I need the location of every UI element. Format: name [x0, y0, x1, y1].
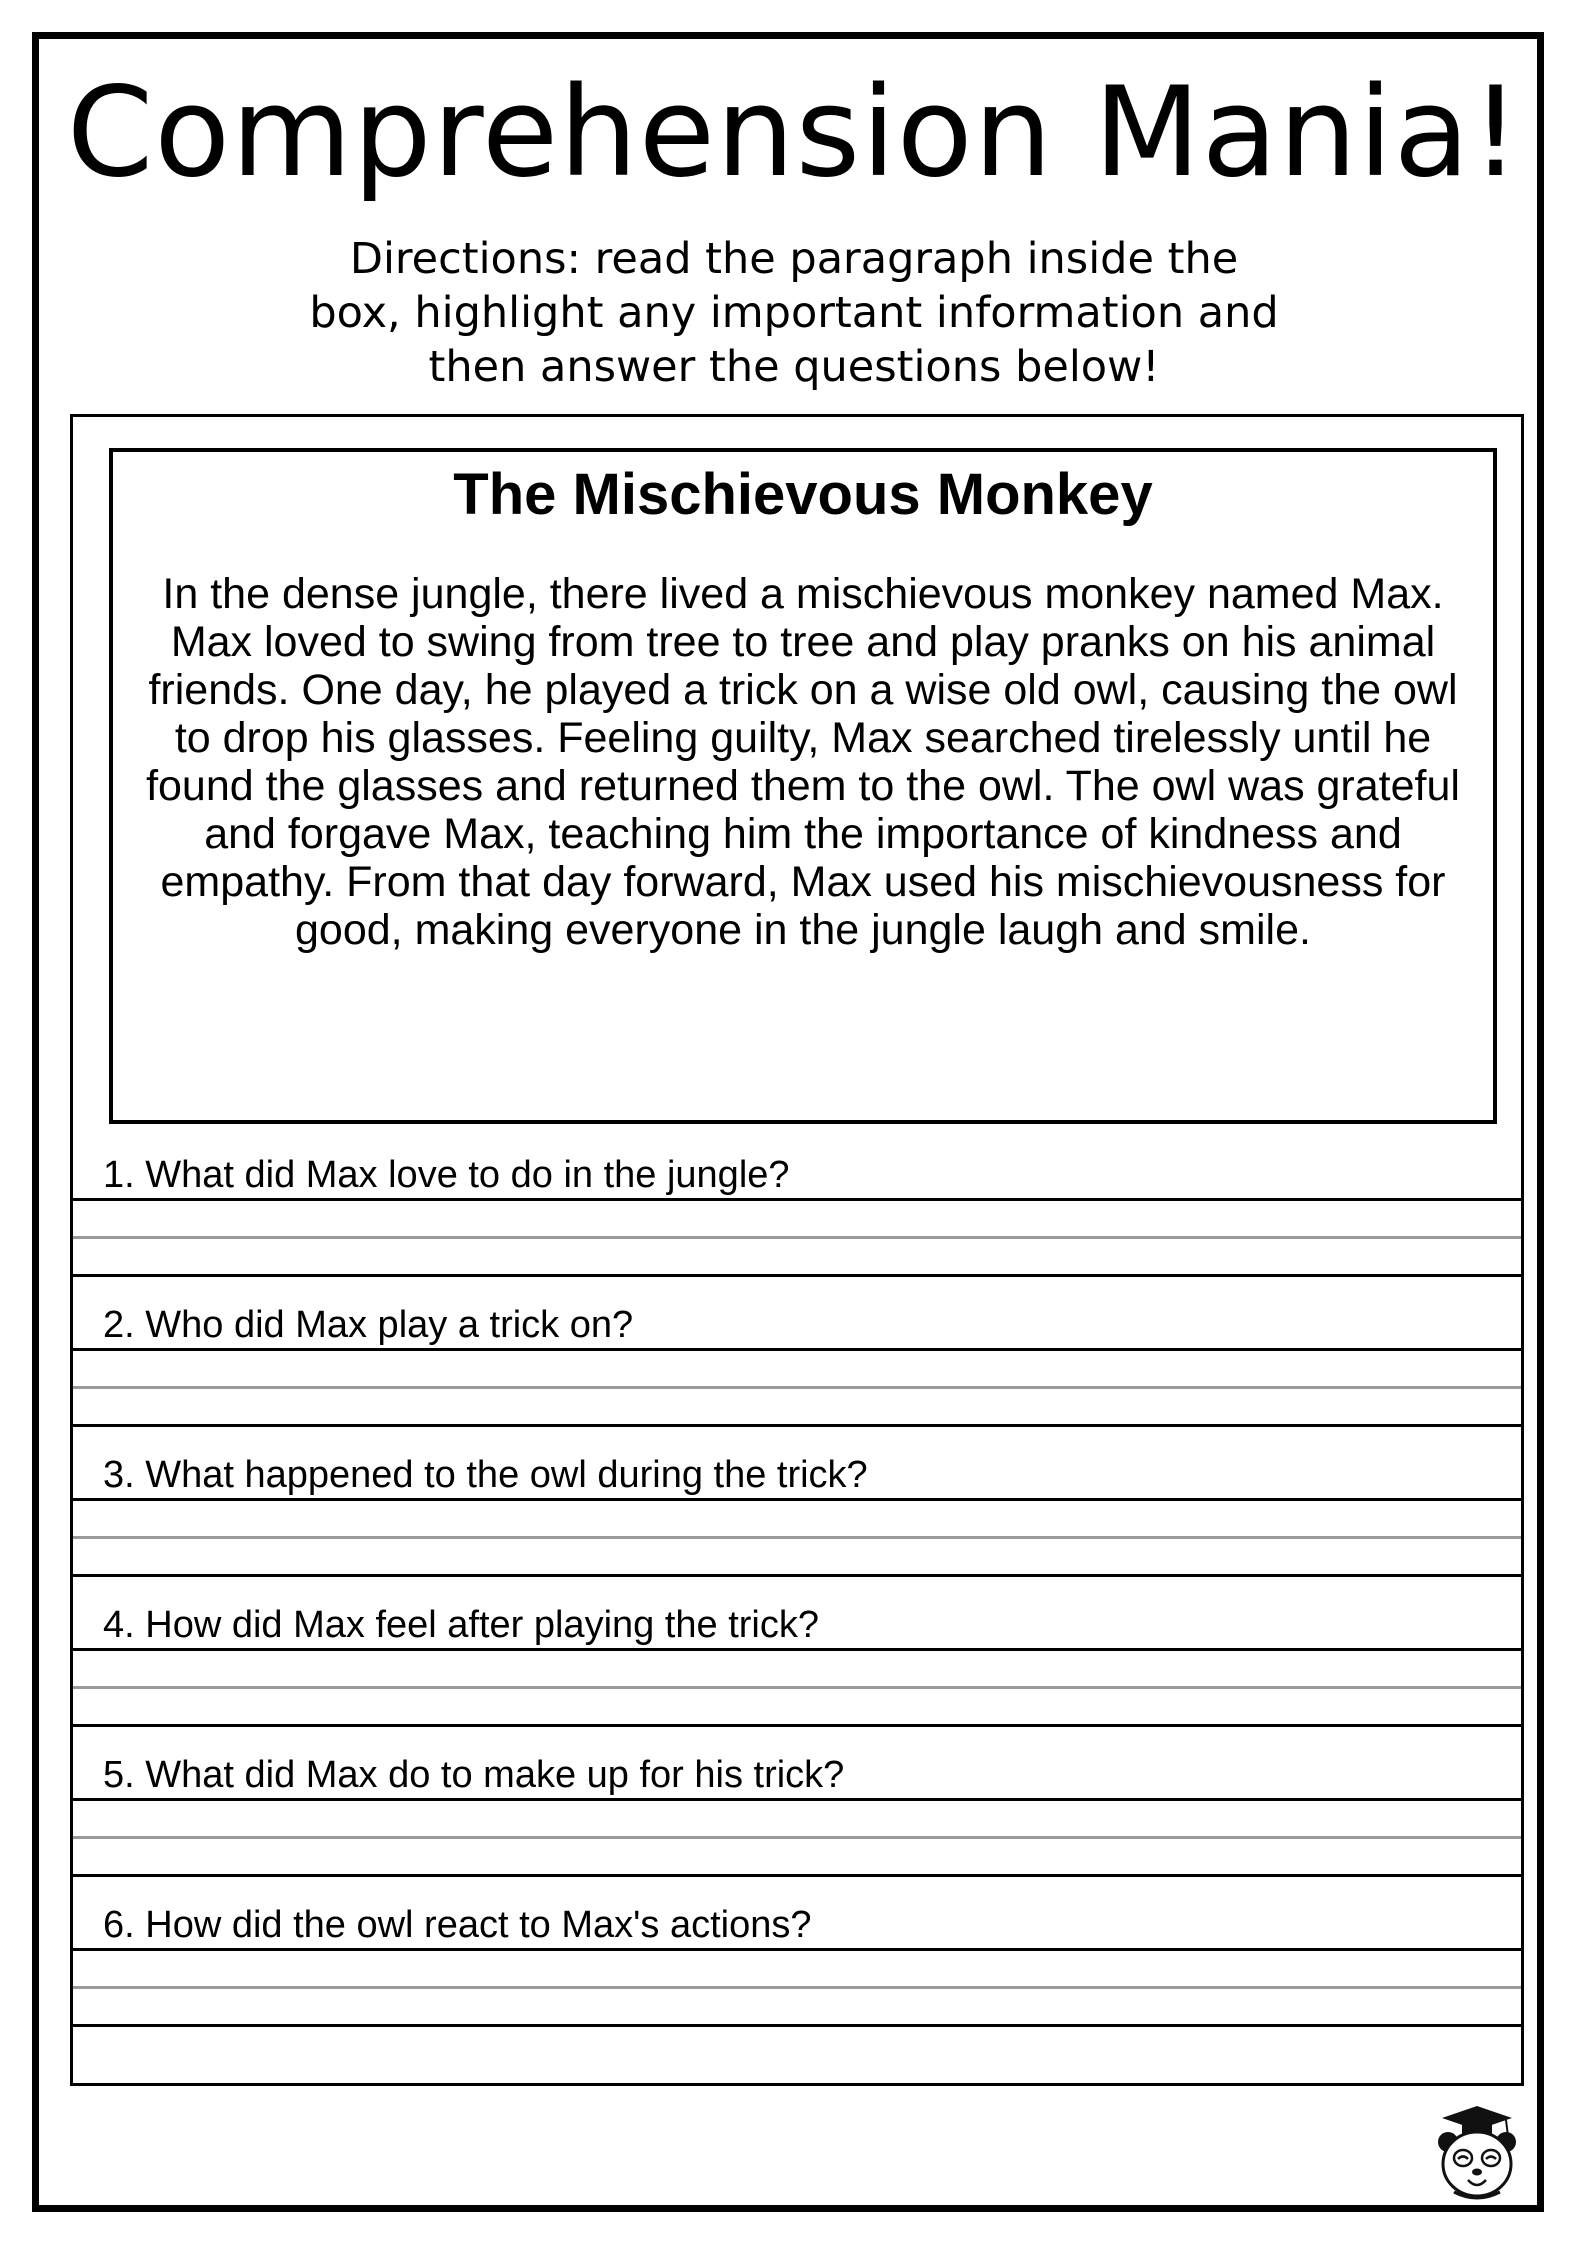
question-item	[73, 1886, 1521, 2036]
answer-line[interactable]	[73, 1948, 1521, 1951]
answer-line[interactable]	[73, 1274, 1521, 1277]
answer-line[interactable]	[73, 1798, 1521, 1801]
answer-guide-line	[73, 1836, 1521, 1839]
answer-line[interactable]	[73, 1574, 1521, 1577]
answer-guide-line	[73, 1236, 1521, 1239]
directions-text: Directions: read the paragraph inside the box, highlight any important information and then answer the questions below!	[309, 234, 1279, 392]
story-paragraph: In the dense jungle, there lived a mischievous monkey named Max. Max loved to swing from tree to tree and play pranks on his animal friends. One day, he played a trick on a wise old owl, causing the owl to drop his glasses. Feeling guilty, Max searched tirelessly until he found the glasses and returned them to the owl. The owl was grateful and forgave Max, teaching him the importance of kindness and empathy. From that day forward, Max used his mischievousness for good, making everyone in the jungle laugh and smile.	[146, 570, 1460, 954]
question-text: 4. How did Max feel after playing the trick?	[103, 1604, 820, 1646]
answer-line[interactable]	[73, 2024, 1521, 2027]
question-text: 2. Who did Max play a trick on?	[103, 1304, 634, 1346]
answer-line[interactable]	[73, 1648, 1521, 1651]
answer-guide-line	[73, 1536, 1521, 1539]
question-text: 3. What happened to the owl during the trick?	[103, 1454, 868, 1496]
story-title: The Mischievous Monkey	[453, 462, 1153, 527]
answer-guide-line	[73, 1686, 1521, 1689]
question-item	[73, 1286, 1521, 1436]
question-item	[73, 1136, 1521, 1286]
worksheet-title: Comprehension Mania!	[66, 61, 1522, 205]
answer-guide-line	[73, 1986, 1521, 1989]
answer-line[interactable]	[73, 1874, 1521, 1877]
question-item	[73, 1736, 1521, 1886]
question-text: 5. What did Max do to make up for his trick?	[103, 1754, 845, 1796]
answer-line[interactable]	[73, 1724, 1521, 1727]
answer-line[interactable]	[73, 1498, 1521, 1501]
question-text: 6. How did the owl react to Max's actions?	[103, 1904, 812, 1946]
answer-line[interactable]	[73, 1424, 1521, 1427]
question-item	[73, 1586, 1521, 1736]
question-list	[73, 1136, 1521, 2036]
panda-graduate-icon	[1432, 2102, 1522, 2202]
answer-line[interactable]	[73, 1198, 1521, 1201]
answer-guide-line	[73, 1386, 1521, 1389]
question-text: 1. What did Max love to do in the jungle?	[103, 1154, 790, 1196]
answer-line[interactable]	[73, 1348, 1521, 1351]
question-item	[73, 1436, 1521, 1586]
head	[1443, 2132, 1511, 2196]
